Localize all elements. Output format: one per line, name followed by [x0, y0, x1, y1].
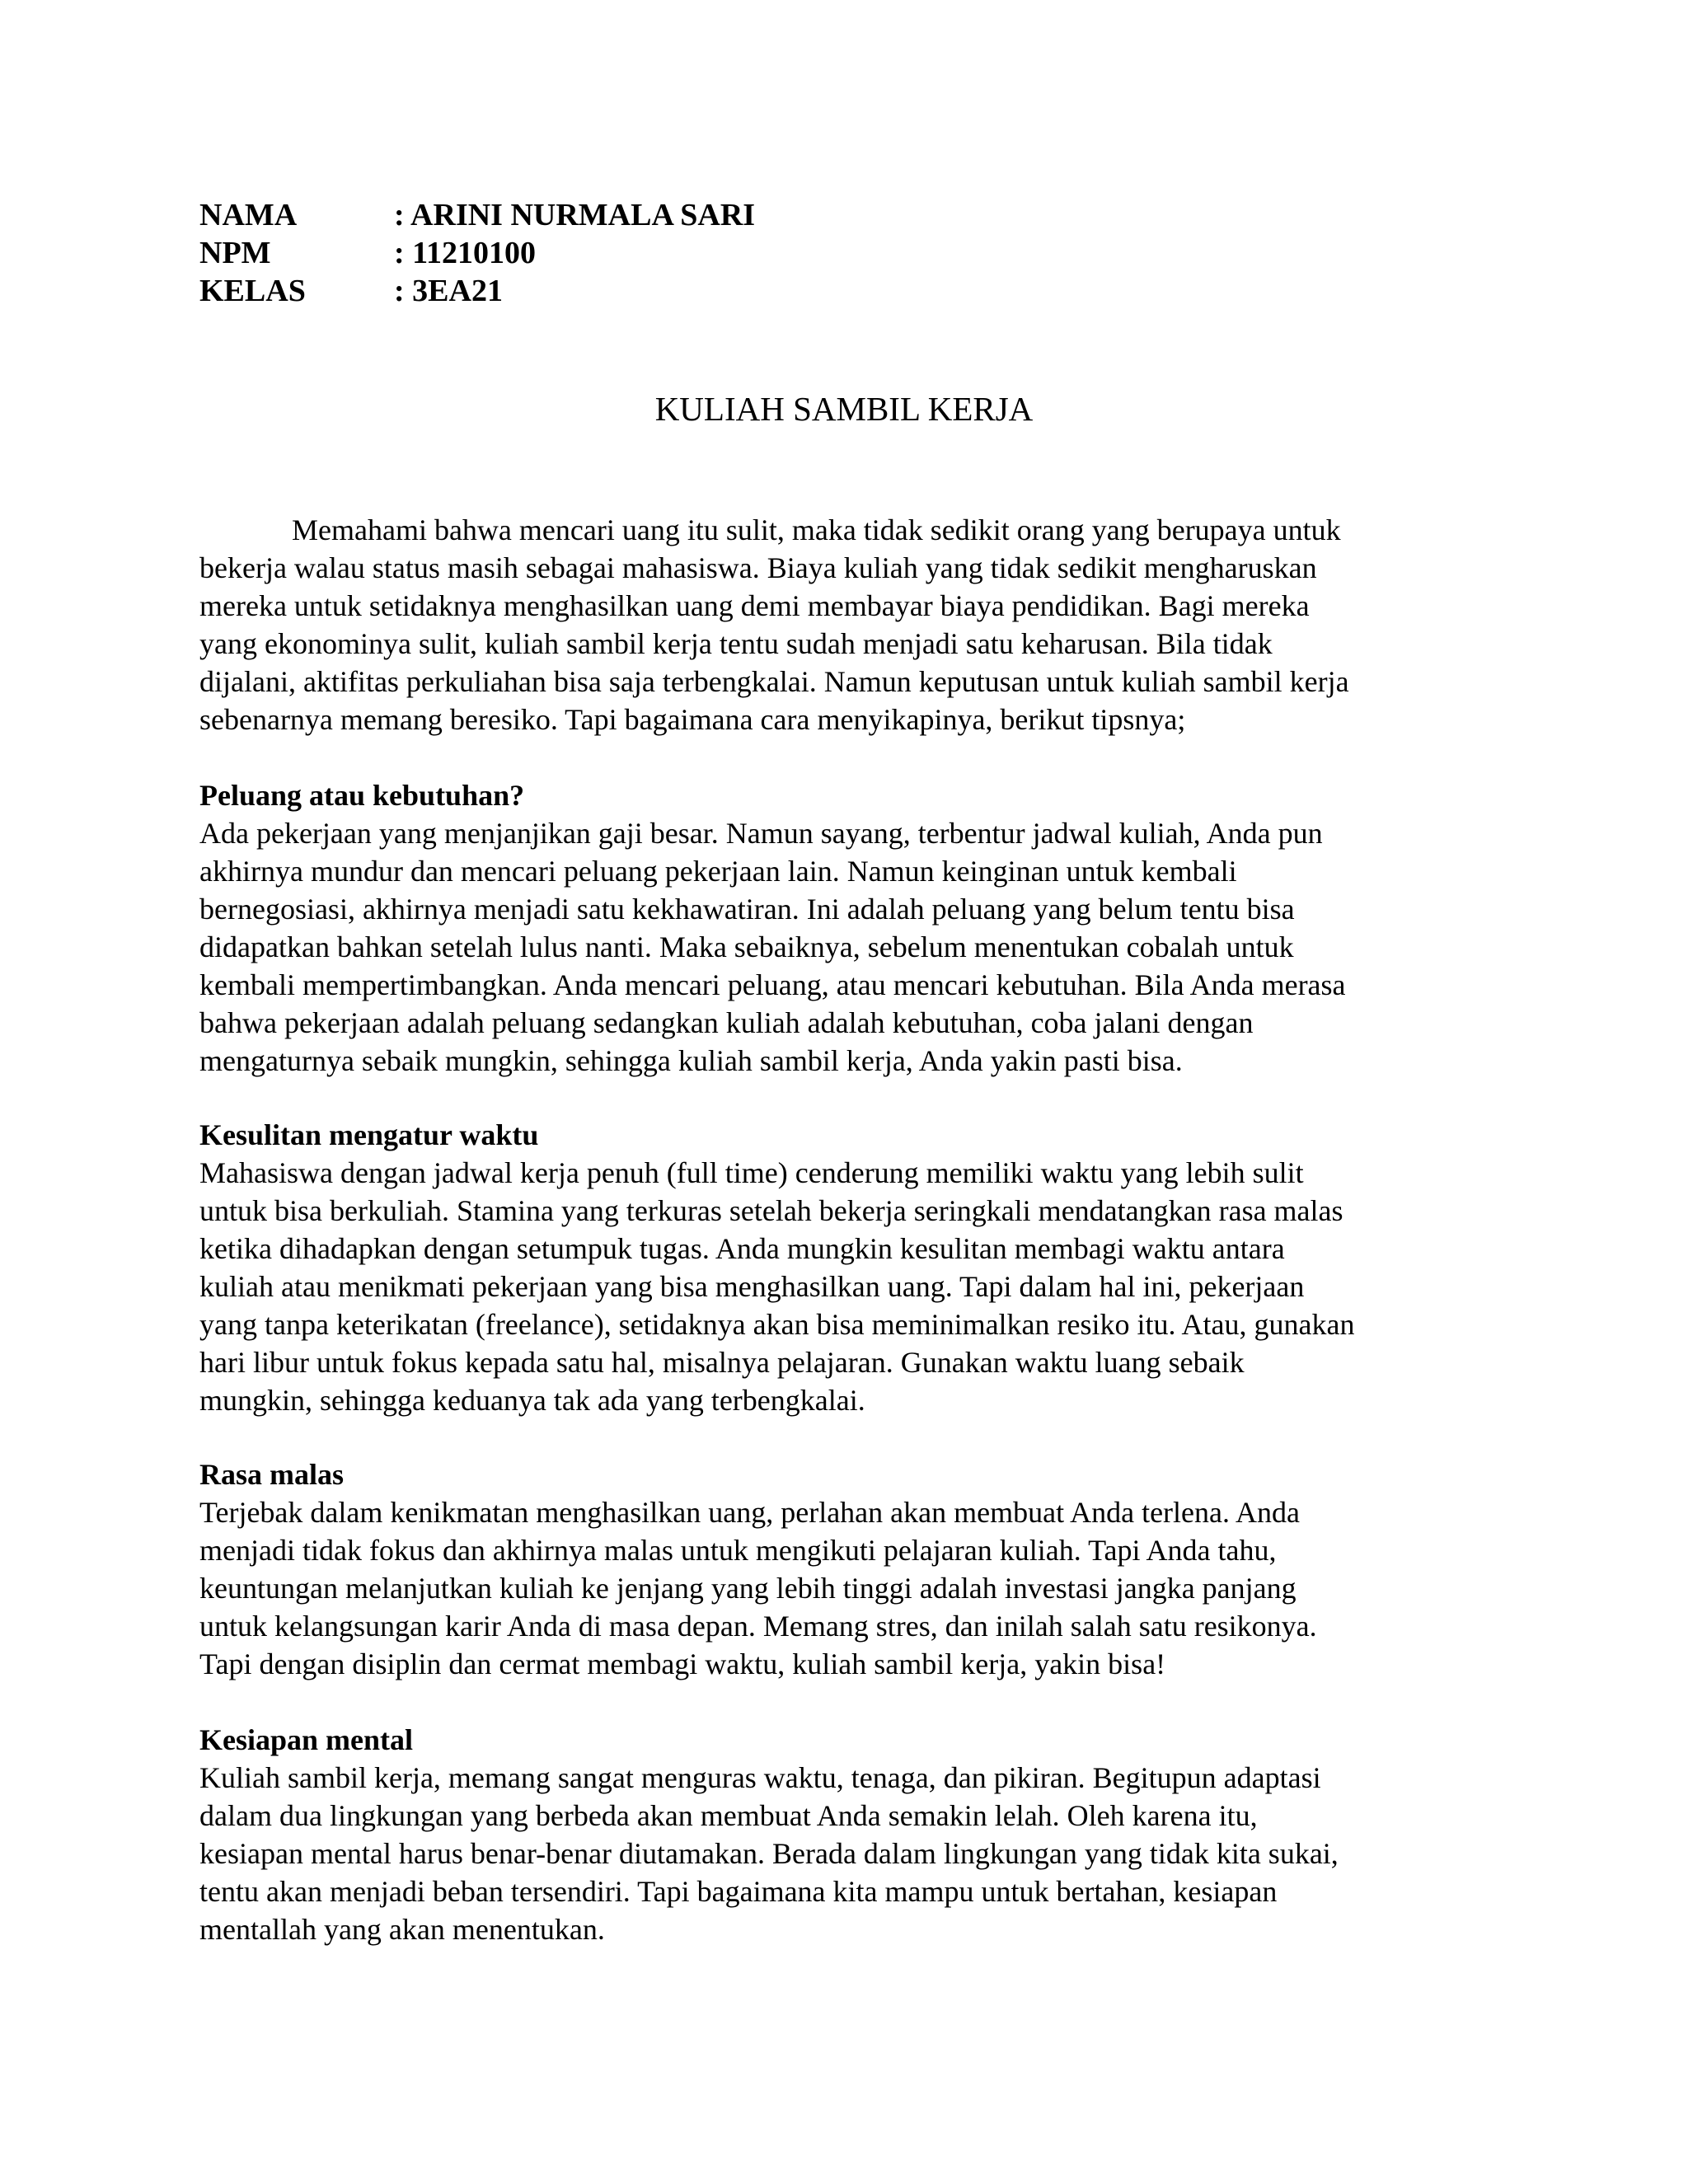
section-line: Mahasiswa dengan jadwal kerja penuh (full time) cenderung memiliki waktu yang lebih sulit: [199, 1156, 1304, 1189]
section-line: Tapi dengan disiplin dan cermat membagi waktu, kuliah sambil kerja, yakin bisa!: [199, 1647, 1166, 1680]
section-heading: Kesiapan mental: [199, 1723, 414, 1756]
section-line: menjadi tidak fokus dan akhirnya malas untuk mengikuti pelajaran kuliah. Tapi Anda tahu,: [199, 1534, 1277, 1567]
section-line: untuk kelangsungan karir Anda di masa depan. Memang stres, dan inilah salah satu resikonya.: [199, 1610, 1317, 1643]
section-peluang: [199, 776, 1490, 1080]
intro-line: mereka untuk setidaknya menghasilkan uang demi membayar biaya pendidikan. Bagi mereka: [199, 589, 1310, 622]
section-line: kuliah atau menikmati pekerjaan yang bisa menghasilkan uang. Tapi dalam hal ini, pekerjaan: [199, 1270, 1305, 1303]
section-line: didapatkan bahkan setelah lulus nanti. Maka sebaiknya, sebelum menentukan cobalah untuk: [199, 930, 1294, 963]
intro-line: sebenarnya memang beresiko. Tapi bagaimana cara menyikapinya, berikut tipsnya;: [199, 703, 1186, 736]
section-line: bahwa pekerjaan adalah peluang sedangkan kuliah adalah kebutuhan, coba jalani dengan: [199, 1006, 1254, 1039]
section-line: tentu akan menjadi beban tersendiri. Tapi bagaimana kita mampu untuk bertahan, kesiapan: [199, 1875, 1278, 1908]
section-line: yang tanpa keterikatan (freelance), setidaknya akan bisa meminimalkan resiko itu. Atau, gunakan: [199, 1308, 1355, 1341]
section-line: ketika dihadapkan dengan setumpuk tugas. Anda mungkin kesulitan membagi waktu antara: [199, 1232, 1285, 1265]
section-line: kesiapan mental harus benar-benar diutamakan. Berada dalam lingkungan yang tidak kita sukai,: [199, 1837, 1339, 1870]
student-info: [199, 196, 755, 310]
intro-line: yang ekonominya sulit, kuliah sambil kerja tentu sudah menjadi satu keharusan. Bila tidak: [199, 627, 1273, 660]
section-line: Terjebak dalam kenikmatan menghasilkan uang, perlahan akan membuat Anda terlena. Anda: [199, 1496, 1300, 1529]
section-malas: [199, 1455, 1490, 1683]
section-line: keuntungan melanjutkan kuliah ke jenjang yang lebih tinggi adalah investasi jangka panjang: [199, 1572, 1296, 1605]
intro-line: Memahami bahwa mencari uang itu sulit, maka tidak sedikit orang yang berupaya untuk: [292, 513, 1341, 546]
section-line: mentallah yang akan menentukan.: [199, 1913, 605, 1946]
section-line: dalam dua lingkungan yang berbeda akan membuat Anda semakin lelah. Oleh karena itu,: [199, 1799, 1258, 1832]
section-heading: Rasa malas: [199, 1458, 345, 1491]
class-label: KELAS: [199, 274, 306, 308]
name-row: [199, 196, 755, 234]
section-line: Ada pekerjaan yang menjanjikan gaji besar. Namun sayang, terbentur jadwal kuliah, Anda pun: [199, 817, 1323, 850]
intro-paragraph: [199, 511, 1490, 738]
name-value: : ARINI NURMALA SARI: [394, 198, 756, 232]
class-value: : 3EA21: [394, 274, 503, 308]
section-line: mungkin, sehingga keduanya tak ada yang terbengkalai.: [199, 1384, 865, 1417]
section-line: untuk bisa berkuliah. Stamina yang terkuras setelah bekerja seringkali mendatangkan rasa malas: [199, 1194, 1343, 1227]
section-line: bernegosiasi, akhirnya menjadi satu kekhawatiran. Ini adalah peluang yang belum tentu bisa: [199, 893, 1295, 926]
section-heading: Kesulitan mengatur waktu: [199, 1118, 539, 1151]
intro-line: dijalani, aktifitas perkuliahan bisa saja terbengkalai. Namun keputusan untuk kuliah sambil kerja: [199, 665, 1349, 698]
section-line: akhirnya mundur dan mencari peluang pekerjaan lain. Namun keinginan untuk kembali: [199, 855, 1237, 888]
section-line: kembali mempertimbangkan. Anda mencari peluang, atau mencari kebutuhan. Bila Anda merasa: [199, 968, 1346, 1001]
npm-row: [199, 234, 755, 272]
npm-label: NPM: [199, 236, 271, 270]
npm-value: : 11210100: [394, 236, 537, 270]
section-line: hari libur untuk fokus kepada satu hal, misalnya pelajaran. Gunakan waktu luang sebaik: [199, 1346, 1245, 1379]
intro-line: bekerja walau status masih sebagai mahasiswa. Biaya kuliah yang tidak sedikit mengharuskan: [199, 551, 1317, 584]
section-waktu: [199, 1116, 1490, 1419]
class-row: [199, 272, 755, 310]
name-label: NAMA: [199, 198, 298, 232]
document-title: KULIAH SAMBIL KERJA: [654, 390, 1034, 428]
section-line: Kuliah sambil kerja, memang sangat menguras waktu, tenaga, dan pikiran. Begitupun adaptasi: [199, 1761, 1321, 1794]
section-heading: Peluang atau kebutuhan?: [199, 779, 525, 812]
section-line: mengaturnya sebaik mungkin, sehingga kuliah sambil kerja, Anda yakin pasti bisa.: [199, 1044, 1183, 1077]
section-mental: [199, 1721, 1490, 1948]
